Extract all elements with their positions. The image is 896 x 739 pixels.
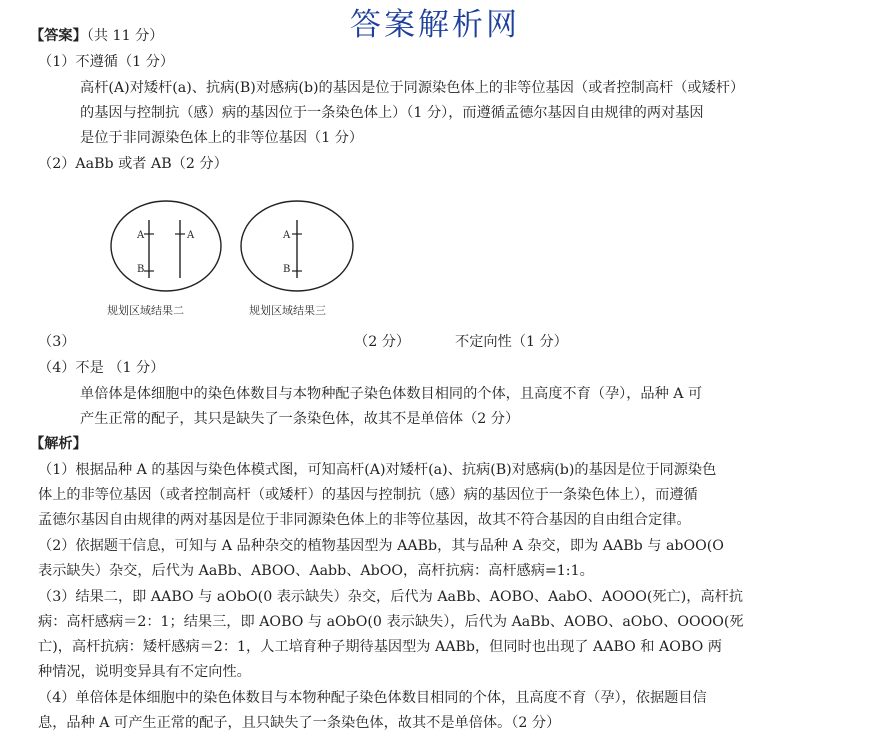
answer-total-score: （共 11 分） <box>86 28 164 44</box>
answer-q4-explanation-line: 单倍体是体细胞中的染色体数目与本物种配子染色体数目相同的个体，且高度不育（孕），品种 A 可 <box>80 386 703 402</box>
analysis-line: （2）依据题干信息，可知与 A 品种杂交的植物基因型为 AABb，其与品种 A 杂交，即为 AABb 与 abOO(O <box>38 538 724 554</box>
analysis-line: 亡)，高杆抗病：矮杆感病＝2：1，人工培育种子期待基因型为 AABb，但同时也出现了 AABO 和 AOBO 两 <box>38 639 722 655</box>
analysis-line: （4）单倍体是体细胞中的染色体数目与本物种配子染色体数目相同的个体，且高度不育（孕），依据题目信 <box>38 690 707 706</box>
figure-caption: 规划区域结果二 <box>107 304 184 317</box>
watermark-text: 答案解析网 <box>350 7 520 43</box>
answer-q1-explanation-line: 高杆(A)对矮杆(a)、抗病(B)对感病(b)的基因是位于同源染色体上的非等位基因（或者控制高杆（或矮杆） <box>80 80 745 96</box>
chromosome-diagram <box>100 198 360 304</box>
analysis-line: 体上的非等位基因（或者控制高杆（或矮杆）的基因与控制抗（感）病的基因位于一条染色体上），而遵循 <box>38 487 698 503</box>
answer-q3-score: （2 分） <box>354 334 411 350</box>
analysis-heading: 【解析】 <box>30 436 87 452</box>
gene-label: A <box>187 230 195 241</box>
gene-label: B <box>137 264 145 275</box>
gene-label: B <box>283 264 291 275</box>
figure-caption: 规划区域结果三 <box>249 304 326 317</box>
answer-q4: （4）不是 （1 分） <box>38 360 165 376</box>
analysis-line: 表示缺失）杂交，后代为 AaBb、ABOO、Aabb、AbOO，高杆抗病：高杆感病=1:1。 <box>38 563 594 579</box>
analysis-line: （3）结果二，即 AABO 与 aObO(0 表示缺失）杂交，后代为 AaBb、AOBO、AabO、AOOO(死亡)，高杆抗 <box>38 589 744 605</box>
cell-outline <box>111 201 221 291</box>
answer-q1-explanation-line: 的基因与控制抗（感）病的基因位于一条染色体上）（1 分），而遵循孟德尔基因自由规律的两对基因 <box>80 105 704 121</box>
answer-header <box>30 24 164 48</box>
answer-q1-explanation-line: 是位于非同源染色体上的非等位基因（1 分） <box>80 130 364 146</box>
gene-label: A <box>137 230 145 241</box>
answer-q3: （3） <box>38 334 76 350</box>
answer-heading: 【答案】 <box>30 28 87 44</box>
answer-q2: （2）AaBb 或者 AB（2 分） <box>38 156 228 172</box>
analysis-line: 病：高杆感病＝2：1；结果三，即 AOBO 与 aObO(0 表示缺失），后代为 AaBb、AOBO、aObO、OOOO(死 <box>38 614 744 630</box>
analysis-line: （1）根据品种 A 的基因与染色体模式图，可知高杆(A)对矮杆(a)、抗病(B)对感病(b)的基因是位于同源染色 <box>38 462 717 478</box>
analysis-line: 息，品种 A 可产生正常的配子，且只缺失了一条染色体，故其不是单倍体。（2 分） <box>38 715 561 731</box>
analysis-line: 种情况，说明变异具有不定向性。 <box>38 664 251 680</box>
answer-q1: （1）不遵循（1 分） <box>38 54 175 70</box>
gene-label: A <box>283 230 291 241</box>
answer-q4-explanation-line: 产生正常的配子，其只是缺失了一条染色体，故其不是单倍体（2 分） <box>80 411 520 427</box>
analysis-line: 孟德尔基因自由规律的两对基因是位于非同源染色体上的非等位基因，故其不符合基因的自由组合定律。 <box>38 512 691 528</box>
answer-q3-text: 不定向性（1 分） <box>455 334 568 350</box>
